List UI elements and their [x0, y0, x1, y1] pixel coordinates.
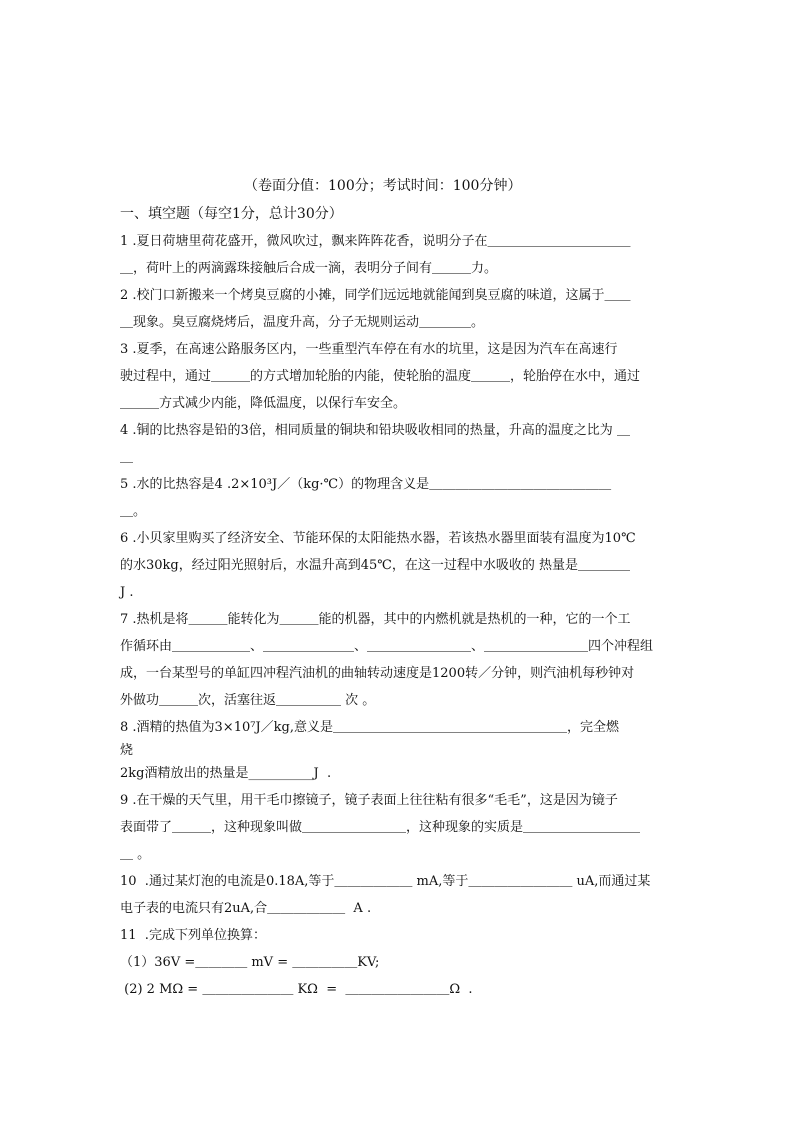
line-q6-a: 6 .小贝家里购买了经济安全、节能环保的太阳能热水器，若该热水器里面装有温度为10℃: [120, 531, 636, 546]
line-q1-b: ＿，荷叶上的两滴露珠接触后合成一滴，表明分子间有＿＿＿力。: [120, 261, 498, 276]
line-q11-b: （1）36V =＿＿＿＿ mV = ＿＿＿＿＿KV;: [120, 955, 380, 970]
line-q11-c: (2) 2 MΩ = ＿＿＿＿＿＿＿ KΩ = ＿＿＿＿＿＿＿＿Ω .: [120, 982, 473, 997]
subtitle: （卷面分值：100分；考试时间：100分钟）: [244, 178, 522, 194]
line-q11-a: 11 .完成下列单位换算：: [120, 928, 266, 943]
section-heading: 一、填空题（每空1分，总计30分）: [120, 206, 343, 222]
line-q2-a: 2 .校门口新搬来一个烤臭豆腐的小摊，同学们远远地就能闻到臭豆腐的味道，这属于＿＿: [120, 288, 631, 303]
line-q8-a: 8 .酒精的热值为3×10⁷J／kg,意义是＿＿＿＿＿＿＿＿＿＿＿＿＿＿＿＿＿＿，完全燃: [120, 720, 619, 735]
line-q6-b: 的水30kg，经过阳光照射后，水温升高到45℃，在这一过程中水吸收的 热量是＿＿＿＿: [120, 558, 630, 573]
line-q10-b: 电子表的电流只有2uA,合＿＿＿＿＿＿ A .: [120, 901, 372, 916]
line-q5-b: ＿。: [120, 504, 147, 519]
line-q7-b: 作循环由＿＿＿＿＿＿、＿＿＿＿＿＿＿、＿＿＿＿＿＿＿＿、＿＿＿＿＿＿＿＿四个冲程组: [120, 639, 654, 654]
line-q3-a: 3 .夏季，在高速公路服务区内，一些重型汽车停在有水的坑里，这是因为汽车在高速行: [120, 342, 618, 357]
line-q1-a: 1 .夏日荷塘里荷花盛开，微风吹过，飘来阵阵花香，说明分子在＿＿＿＿＿＿＿＿＿＿＿: [120, 234, 631, 249]
line-q7-a: 7 .热机是将＿＿＿能转化为＿＿＿能的机器，其中的内燃机就是热机的一种，它的一个工: [120, 612, 631, 627]
line-q3-b: 驶过程中，通过＿＿＿的方式增加轮胎的内能，使轮胎的温度＿＿＿，轮胎停在水中，通过: [120, 369, 641, 384]
line-q4-b: ＿: [120, 450, 134, 465]
line-q3-c: ＿＿＿方式减少内能，降低温度，以保行车安全。: [120, 396, 407, 411]
line-q2-b: ＿现象。臭豆腐烧烤后，温度升高，分子无规则运动＿＿＿＿。: [120, 315, 485, 330]
line-q10-a: 10 .通过某灯泡的电流是0.18A,等于＿＿＿＿＿＿ mA,等于＿＿＿＿＿＿＿＿ uA,而通过某: [120, 874, 651, 889]
line-q9-b: 表面带了＿＿＿，这种现象叫做＿＿＿＿＿＿＿＿，这种现象的实质是＿＿＿＿＿＿＿＿＿: [120, 820, 641, 835]
line-q8-b: 烧: [120, 743, 134, 758]
line-q5-a: 5 .水的比热容是4 .2×10³J／（kg·℃）的物理含义是＿＿＿＿＿＿＿＿＿＿＿＿＿＿: [120, 477, 612, 492]
line-q8-c: 2kg酒精放出的热量是__________J .: [120, 766, 332, 781]
line-q9-a: 9 .在干燥的天气里，用干毛巾擦镜子，镜子表面上往往粘有很多“毛毛”，这是因为镜子: [120, 793, 618, 808]
line-q9-c: ＿ 。: [120, 847, 151, 862]
line-q4-a: 4 .铜的比热容是铅的3倍，相同质量的铜块和铅块吸收相同的热量，升高的温度之比为 ＿: [120, 423, 630, 438]
line-q7-d: 外做功＿＿＿次，活塞往返＿＿＿＿＿ 次 。: [120, 693, 376, 708]
line-q6-c: J .: [120, 585, 134, 600]
line-q7-c: 成，一台某型号的单缸四冲程汽油机的曲轴转动速度是1200转／分钟，则汽油机每秒钟对: [120, 666, 635, 681]
